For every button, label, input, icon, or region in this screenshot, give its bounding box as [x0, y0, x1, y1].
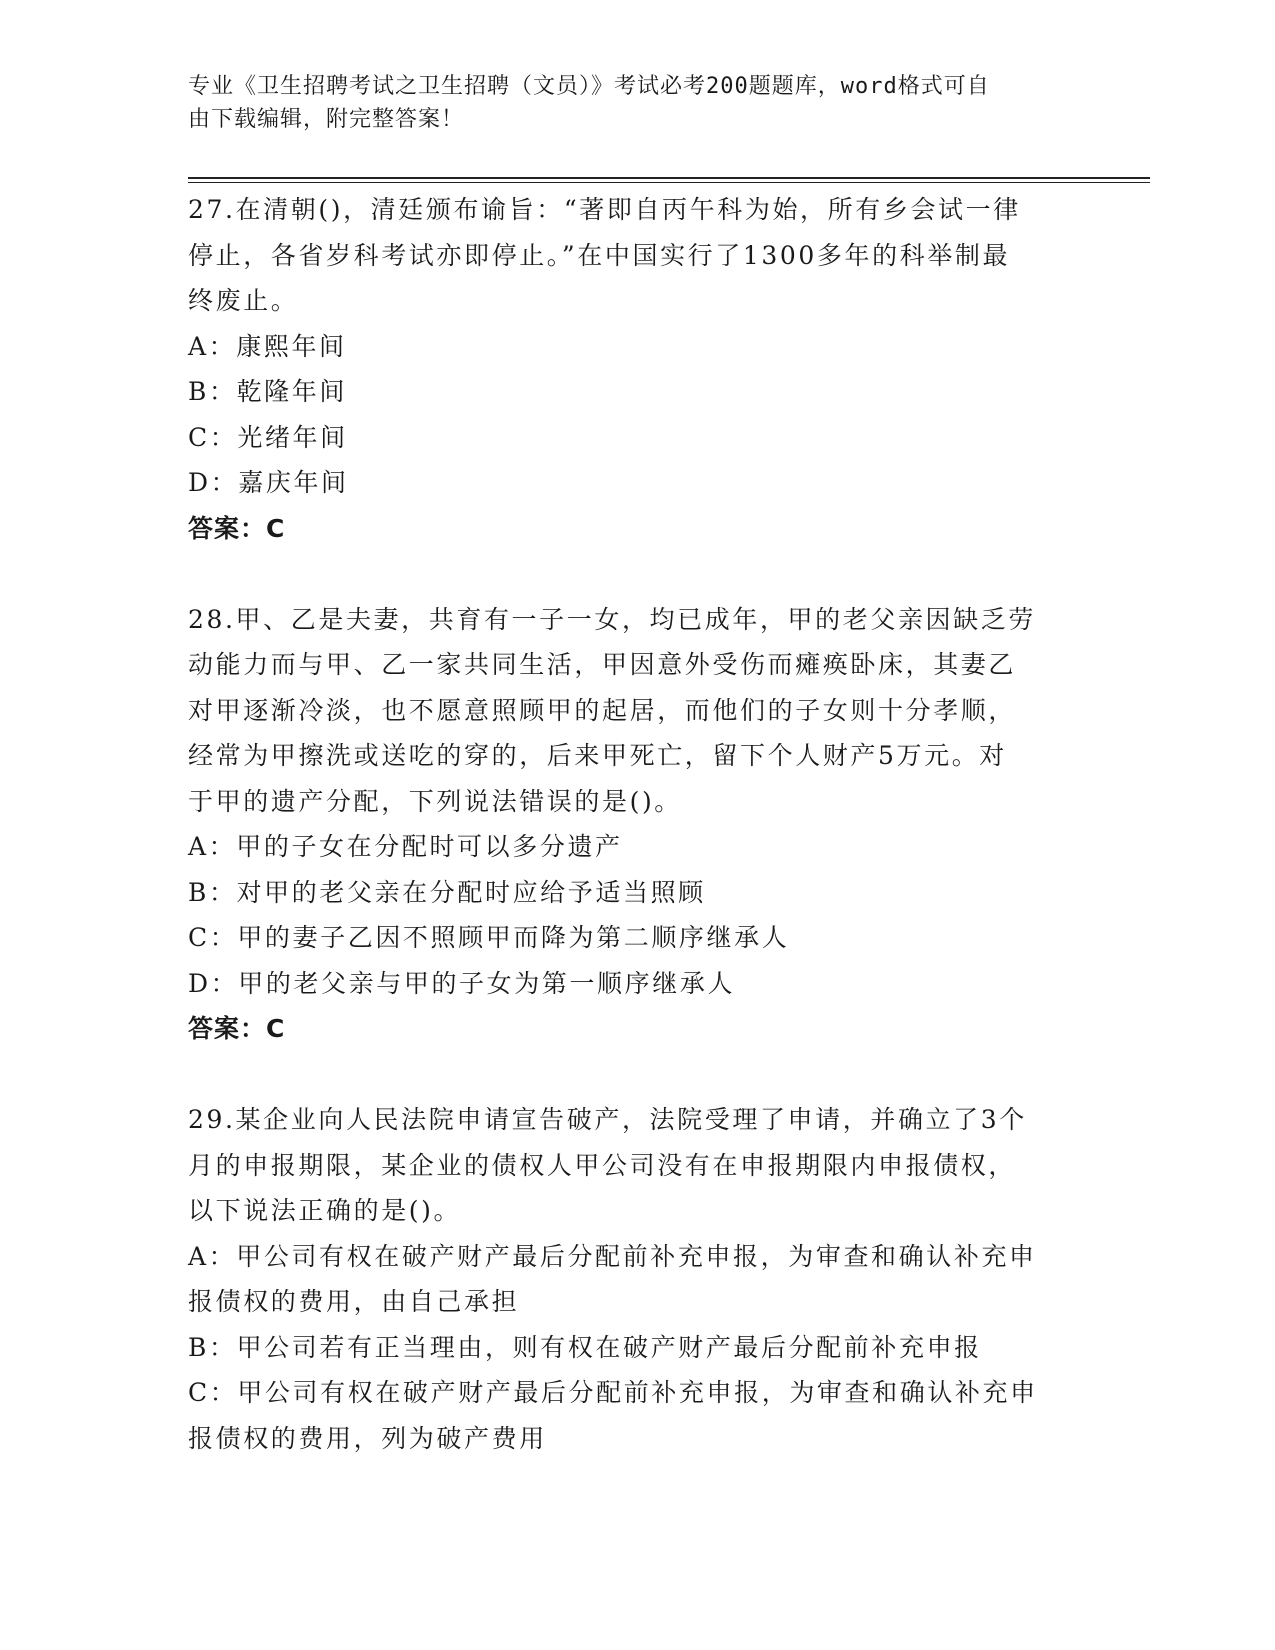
option-list — [188, 324, 1068, 506]
stem-line: 动能力而与甲、乙一家共同生活，甲因意外受伤而瘫痪卧床，其妻乙 — [188, 650, 1017, 679]
question-stem — [188, 597, 1068, 825]
stem-line: 29.某企业向人民法院申请宣告破产，法院受理了申请，并确立了3个 — [188, 1105, 1027, 1134]
answer-label: 答案：C — [188, 513, 286, 543]
question-spacer — [188, 1052, 1068, 1098]
option-list — [188, 824, 1068, 1006]
option-a: A：甲的子女在分配时可以多分遗产 — [188, 832, 623, 861]
option-b: B：乾隆年间 — [188, 377, 347, 406]
option-c: C：甲公司有权在破产财产最后分配前补充申报，为审查和确认补充申 — [188, 1378, 1038, 1407]
option-a: A：甲公司有权在破产财产最后分配前补充申报，为审查和确认补充申 — [188, 1241, 1037, 1271]
stem-line: 27.在清朝()，清廷颁布谕旨：“著即自丙午科为始，所有乡会试一律 — [188, 195, 1021, 224]
option-b: B：对甲的老父亲在分配时应给予适当照顾 — [188, 877, 706, 907]
option-d: D：甲的老父亲与甲的子女为第一顺序继承人 — [188, 968, 736, 998]
option-a-continued: 报债权的费用，由自己承担 — [188, 1287, 520, 1316]
option-d: D：嘉庆年间 — [188, 468, 349, 497]
question-stem — [188, 1097, 1068, 1234]
question-spacer — [188, 551, 1068, 597]
option-b: B：甲公司若有正当理由，则有权在破产财产最后分配前补充申报 — [188, 1332, 982, 1362]
option-c: C：光绪年间 — [188, 422, 348, 452]
option-a: A：康熙年间 — [188, 331, 347, 361]
question-list — [188, 187, 1068, 1461]
stem-line: 月的申报期限，某企业的债权人甲公司没有在申报期限内申报债权， — [188, 1150, 1017, 1180]
stem-line: 对甲逐渐冷淡，也不愿意照顾甲的起居，而他们的子女则十分孝顺， — [188, 695, 1017, 725]
option-c-continued: 报债权的费用，列为破产费用 — [188, 1423, 547, 1453]
header-line: 专业《卫生招聘考试之卫生招聘（文员）》考试必考200题题库，word格式可自 — [188, 74, 990, 99]
stem-line: 停止，各省岁科考试亦即停止。”在中国实行了1300多年的科举制最 — [188, 240, 1011, 270]
stem-line: 于甲的遗产分配，下列说法错误的是()。 — [188, 786, 682, 816]
question-27 — [188, 187, 1068, 551]
option-c: C：甲的妻子乙因不照顾甲而降为第二顺序继承人 — [188, 923, 790, 952]
question-stem — [188, 187, 1068, 324]
header-line: 由下载编辑，附完整答案！ — [188, 107, 465, 132]
option-list — [188, 1234, 1068, 1462]
header-divider-thin — [188, 182, 1150, 183]
stem-line: 28.甲、乙是夫妻，共育有一子一女，均已成年，甲的老父亲因缺乏劳 — [188, 604, 1036, 634]
header-divider-thick — [188, 177, 1150, 179]
answer-label: 答案：C — [188, 1014, 286, 1043]
stem-line: 以下说法正确的是()。 — [188, 1196, 462, 1225]
stem-line: 经常为甲擦洗或送吃的穿的，后来甲死亡，留下个人财产5万元。对 — [188, 741, 1007, 770]
question-28 — [188, 597, 1068, 1052]
stem-line: 终废止。 — [188, 286, 299, 315]
document-header — [188, 70, 1068, 136]
question-29 — [188, 1097, 1068, 1461]
